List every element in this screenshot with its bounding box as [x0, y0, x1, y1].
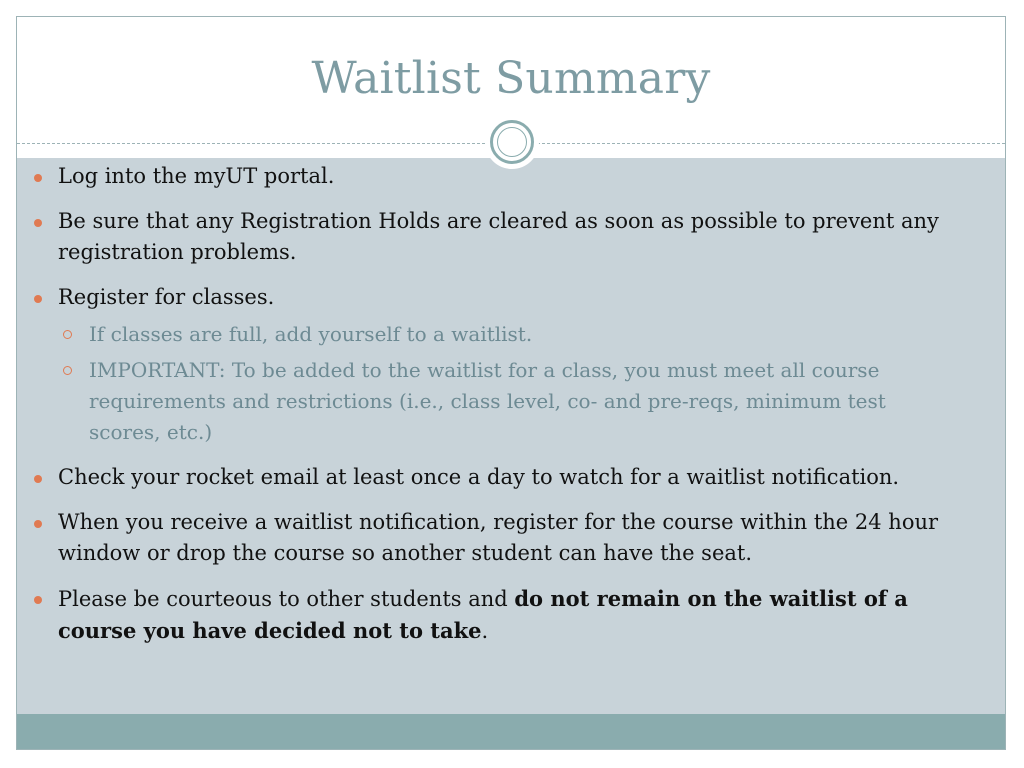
- bullet-text-after: .: [481, 619, 489, 643]
- bullet-text-before: Please be courteous to other students and: [58, 587, 515, 611]
- bullet-text-bold: do not remain on the waitlist of a course you have decided not to take: [58, 586, 908, 643]
- bullet-text: Check your rocket email at least once a day to watch for a waitlist notification.: [58, 465, 900, 489]
- list-item: [33, 462, 963, 493]
- list-item: [33, 282, 963, 448]
- bullet-dot-icon: [34, 174, 42, 182]
- ornament-ring: [490, 120, 534, 164]
- ring-bullet-icon: [63, 330, 72, 339]
- sub-list-item: [58, 319, 963, 350]
- ornament-inner-ring: [497, 127, 527, 157]
- bullet-dot-icon: [34, 520, 42, 528]
- sub-bullet-text: IMPORTANT: To be added to the waitlist for a class, you must meet all course requirements and restrictions (i.e., class level, co- and pre-reqs, minimum test scores, etc.): [89, 358, 886, 444]
- bullet-text: Be sure that any Registration Holds are cleared as soon as possible to prevent any registration problems.: [58, 209, 939, 264]
- bullet-text: When you receive a waitlist notification, register for the course within the 24 hour window or drop the course so another student can have the seat.: [58, 510, 939, 565]
- list-item: [33, 206, 963, 268]
- slide-title: Waitlist Summary: [311, 53, 711, 104]
- list-item: [33, 583, 963, 647]
- list-item: [33, 507, 963, 569]
- bullet-dot-icon: [34, 475, 42, 483]
- ring-bullet-icon: [63, 366, 72, 375]
- bullet-dot-icon: [34, 596, 42, 604]
- bullet-text: Log into the myUT portal.: [58, 164, 335, 188]
- sub-bullet-text: If classes are full, add yourself to a waitlist.: [89, 322, 533, 346]
- bullet-dot-icon: [34, 295, 42, 303]
- bullet-text: Register for classes.: [58, 285, 275, 309]
- list-item: [33, 161, 963, 192]
- footer-band: [17, 714, 1005, 749]
- bullet-list: [33, 161, 963, 647]
- bullet-dot-icon: [34, 219, 42, 227]
- sub-list-item: [58, 355, 963, 448]
- bullet-content: [33, 161, 963, 661]
- sub-bullet-list: [58, 319, 963, 448]
